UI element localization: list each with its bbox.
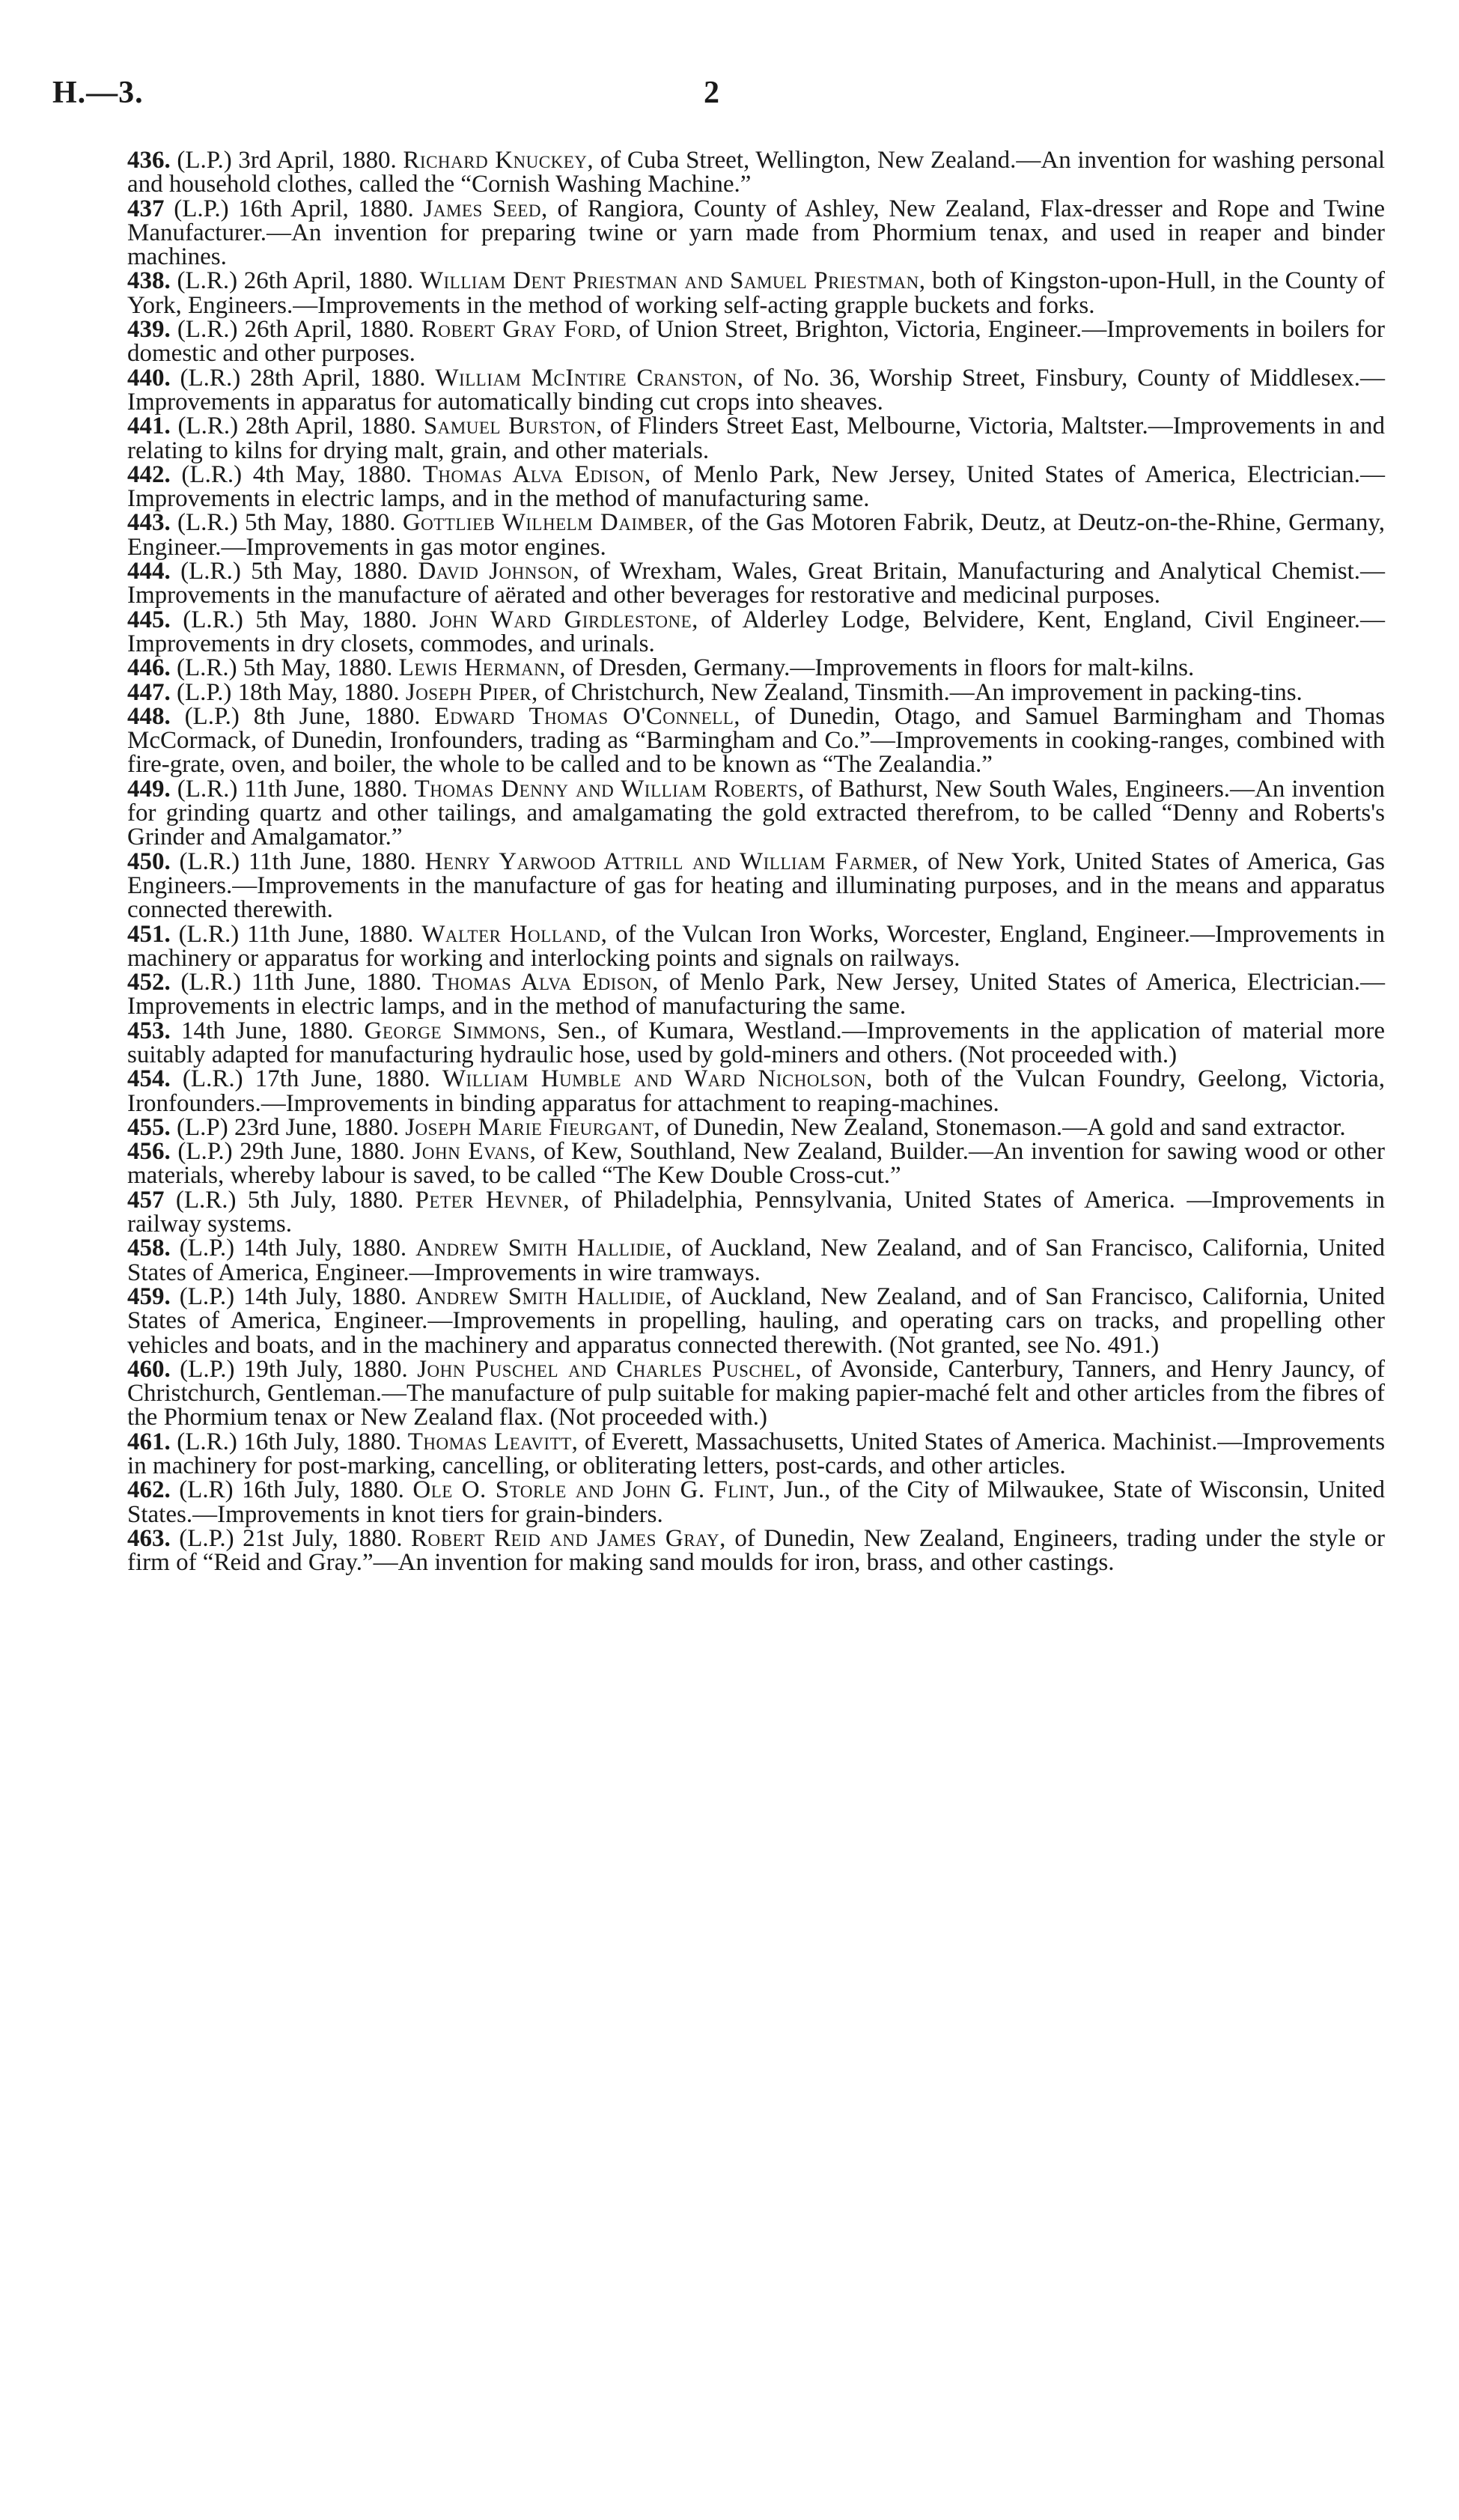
patent-entry-453 bbox=[127, 1019, 1385, 1068]
patent-entry-460 bbox=[127, 1357, 1385, 1430]
patent-entry-443 bbox=[127, 511, 1385, 559]
entry-description: of Auckland, New Zealand, and of San Francisco, California, United States of America, Engineer.—Improvements in propelling, hauling, and operating cars on tracks, and propelling other vehicles and boats, and in the machinery and apparatus connected therewith. (Not granted, see No. 491.) bbox=[127, 1282, 1386, 1359]
patent-entry-450 bbox=[127, 847, 1386, 924]
entry-date: (L.R.) 5th May, 1880. bbox=[183, 606, 418, 633]
entry-description: of Dunedin, Otago, and Samuel Barmingham and Thomas McCormack, of Dunedin, Ironfounders, trading as “Barmingham and Co.”—Improvements in cooking-ranges, combined with fire-grate, oven, and boiler, the whole to be called and to be known as “The Zealandia.” bbox=[127, 702, 1386, 779]
patent-list bbox=[127, 148, 1385, 1575]
entry-applicants: Walter Holland, bbox=[421, 920, 608, 948]
entry-applicants: Samuel Burston, bbox=[423, 413, 603, 440]
entry-date: (L.P.) 3rd April, 1880. bbox=[177, 147, 397, 174]
entry-date: (L.R) 16th July, 1880. bbox=[179, 1476, 404, 1504]
entry-description: of Menlo Park, New Jersey, United States of America, Electrician.—Improvements in electric lamps, and in the method of manufacturing the same. bbox=[127, 969, 1386, 1020]
entry-applicants: John Ward Girdlestone, bbox=[429, 606, 698, 633]
patent-entry-447 bbox=[127, 678, 1385, 706]
entry-description: of Rangiora, County of Ashley, New Zealand, Flax-dresser and Rope and Twine Manufacturer.—An invention for preparing twine or yarn made from Phormium tenax, and used in reaper and binder machines. bbox=[127, 195, 1386, 271]
entry-applicants: Peter Hevner, bbox=[415, 1186, 570, 1214]
entry-applicants: Henry Yarwood Attrill and William Farmer, bbox=[424, 847, 919, 875]
entry-date: (L.P.) 21st July, 1880. bbox=[179, 1524, 403, 1552]
entry-number: 450. bbox=[127, 847, 171, 875]
entry-date: (L.R.) 28th April, 1880. bbox=[177, 413, 417, 440]
entry-date: (L.R.) 11th June, 1880. bbox=[179, 847, 416, 875]
entry-applicants: Thomas Denny and William Roberts, bbox=[414, 775, 805, 803]
patent-entry-449 bbox=[127, 777, 1385, 850]
entry-number: 441. bbox=[127, 413, 171, 440]
entry-number: 439. bbox=[127, 316, 171, 344]
entry-date: (L.R.) 5th July, 1880. bbox=[175, 1186, 404, 1214]
entry-description: of Philadelphia, Pennsylvania, United States of America. —Improvements in railway systems. bbox=[127, 1186, 1386, 1238]
entry-number: 454. bbox=[127, 1065, 171, 1093]
entry-description: of Auckland, New Zealand, and of San Francisco, California, United States of America, Engineer.—Improvements in wire tramways. bbox=[127, 1235, 1386, 1286]
entry-applicants: Richard Knuckey, bbox=[403, 147, 594, 174]
entry-number: 460. bbox=[127, 1355, 171, 1383]
patent-entry-448 bbox=[127, 704, 1385, 777]
entry-applicants: Andrew Smith Hallidie, bbox=[415, 1282, 673, 1310]
entry-date: (L.P.) 16th April, 1880. bbox=[174, 195, 414, 222]
entry-applicants: George Simmons, bbox=[364, 1017, 546, 1044]
entry-description: of the Vulcan Iron Works, Worcester, England, Engineer.—Improvements in machinery or apparatus for working and interlocking points and signals on railways. bbox=[127, 920, 1385, 972]
entry-description: of Bathurst, New South Wales, Engineers.—An invention for grinding quartz and other tailings, and amalgamating the gold extracted therefrom, to be called “Denny and Roberts's Grinder and Amalgamator.” bbox=[127, 775, 1385, 851]
entry-number: 461. bbox=[127, 1428, 171, 1455]
patent-entry-452 bbox=[127, 970, 1385, 1019]
entry-number: 438. bbox=[127, 267, 171, 295]
patent-entry-444 bbox=[127, 559, 1385, 608]
patent-entry-439 bbox=[127, 317, 1385, 366]
entry-applicants: Andrew Smith Hallidie, bbox=[415, 1235, 673, 1262]
entry-date: (L.P.) 29th June, 1880. bbox=[177, 1138, 406, 1166]
entry-description: of No. 36, Worship Street, Finsbury, County of Middlesex.—Improvements in apparatus for automatically binding cut crops into sheaves. bbox=[127, 364, 1385, 416]
entry-number: 446. bbox=[127, 654, 171, 682]
entry-applicants: Thomas Alva Edison, bbox=[432, 969, 659, 996]
patent-entry-456 bbox=[127, 1139, 1385, 1188]
entry-date: (L.R.) 26th April, 1880. bbox=[177, 316, 415, 344]
entry-date: (L.R.) 11th June, 1880. bbox=[178, 920, 414, 948]
entry-description: of New York, United States of America, Gas Engineers.—Improvements in the manufacture of gas for heating and illuminating purposes, and in the means and apparatus connected therewith. bbox=[127, 847, 1386, 924]
patent-entry-437 bbox=[127, 197, 1385, 270]
entry-date: (L.R.) 4th May, 1880. bbox=[181, 460, 412, 488]
patent-entry-463 bbox=[127, 1524, 1386, 1577]
entry-number: 452. bbox=[127, 969, 171, 996]
entry-number: 445. bbox=[127, 606, 171, 633]
patent-entry-436 bbox=[127, 148, 1385, 197]
entry-number: 457 bbox=[127, 1186, 165, 1214]
entry-description: of Flinders Street East, Melbourne, Victoria, Maltster.—Improvements in and relating to kilns for drying malt, grain, and other materials. bbox=[127, 413, 1386, 464]
entry-description: of Cuba Street, Wellington, New Zealand.—An invention for washing personal and household clothes, called the “Cornish Washing Machine.” bbox=[127, 147, 1386, 198]
entry-description: Sen., of Kumara, Westland.—Improvements in the application of material more suitably adapted for manufacturing hydraulic hose, used by gold-miners and others. (Not proceeded with.) bbox=[127, 1017, 1386, 1068]
entry-number: 444. bbox=[127, 558, 171, 585]
entry-date: (L.P.) 14th July, 1880. bbox=[179, 1235, 407, 1262]
entry-number: 455. bbox=[127, 1113, 171, 1141]
page-number: 2 bbox=[704, 76, 719, 110]
entry-number: 448. bbox=[127, 702, 171, 730]
entry-number: 442. bbox=[127, 460, 171, 488]
entry-number: 443. bbox=[127, 509, 171, 537]
entry-date: (L.R.) 11th June, 1880. bbox=[180, 969, 422, 996]
entry-description: both of the Vulcan Foundry, Geelong, Victoria, Ironfounders.—Improvements in binding apparatus for attachment to reaping-machines. bbox=[127, 1065, 1385, 1117]
entry-description: Jun., of the City of Milwaukee, State of Wisconsin, United States.—Improvements in knot tiers for grain-binders. bbox=[127, 1476, 1386, 1528]
entry-date: (L.R.) 17th June, 1880. bbox=[182, 1065, 430, 1093]
entry-description: of Dunedin, New Zealand, Engineers, trading under the style or firm of “Reid and Gray.”—An invention for making sand moulds for iron, brass, and other castings. bbox=[127, 1524, 1386, 1577]
patent-entry-441 bbox=[127, 414, 1385, 463]
patent-entry-462 bbox=[127, 1478, 1385, 1527]
entry-description: of the Gas Motoren Fabrik, Deutz, at Deutz-on-the-Rhine, Germany, Engineer.—Improvements in gas motor engines. bbox=[127, 509, 1386, 561]
entry-number: 462. bbox=[127, 1476, 171, 1504]
entry-number: 449. bbox=[127, 775, 171, 803]
entry-description: of Christchurch, New Zealand, Tinsmith.—An improvement in packing-tins. bbox=[544, 678, 1303, 706]
entry-applicants: William Humble and Ward Nicholson, bbox=[442, 1065, 873, 1093]
entry-date: (L.R.) 26th April, 1880. bbox=[177, 267, 414, 295]
entry-applicants: Robert Reid and James Gray, bbox=[410, 1524, 726, 1552]
entry-description: of Dresden, Germany.—Improvements in floors for malt-kilns. bbox=[572, 654, 1195, 682]
entry-date: (L.P.) 18th May, 1880. bbox=[177, 678, 400, 706]
entry-number: 451. bbox=[127, 920, 171, 948]
patent-entry-458 bbox=[127, 1236, 1385, 1285]
entry-applicants: John Evans, bbox=[412, 1138, 537, 1166]
patent-entry-445 bbox=[127, 608, 1385, 657]
patent-entry-461 bbox=[127, 1430, 1385, 1479]
entry-number: 437 bbox=[127, 195, 165, 222]
entry-description: both of Kingston-upon-Hull, in the County of York, Engineers.—Improvements in the method of working self-acting grapple buckets and forks. bbox=[127, 267, 1386, 319]
entry-date: (L.P) 23rd June, 1880. bbox=[177, 1113, 399, 1141]
entry-applicants: William McIntire Cranston, bbox=[435, 364, 744, 392]
entry-number: 440. bbox=[127, 364, 171, 392]
entry-description: of Alderley Lodge, Belvidere, Kent, England, Civil Engineer.—Improvements in dry closets, commodes, and urinals. bbox=[127, 606, 1386, 657]
patent-entry-457 bbox=[127, 1188, 1385, 1237]
entry-description: of Wrexham, Wales, Great Britain, Manufacturing and Analytical Chemist.—Improvements in the manufacture of aërated and other beverages for restorative and medicinal purposes. bbox=[127, 558, 1385, 609]
entry-applicants: Edward Thomas O'Connell, bbox=[434, 702, 741, 730]
patent-entry-451 bbox=[127, 922, 1385, 971]
entry-applicants: William Dent Priestman and Samuel Priestman, bbox=[419, 267, 926, 295]
document-reference: H.—3. bbox=[52, 76, 144, 110]
patent-entry-455 bbox=[127, 1113, 1385, 1141]
entry-applicants: Thomas Leavitt, bbox=[407, 1428, 579, 1455]
entry-date: (L.P.) 19th July, 1880. bbox=[180, 1355, 408, 1383]
entry-number: 458. bbox=[127, 1235, 171, 1262]
entry-applicants: John Puschel and Charles Puschel, bbox=[417, 1355, 802, 1383]
entry-number: 436. bbox=[127, 147, 171, 174]
entry-applicants: David Johnson, bbox=[418, 558, 580, 585]
entry-applicants: James Seed, bbox=[423, 195, 548, 222]
entry-description: of Union Street, Brighton, Victoria, Engineer.—Improvements in boilers for domestic and other purposes. bbox=[127, 316, 1386, 368]
patent-entry-446 bbox=[127, 656, 1385, 680]
patent-entry-438 bbox=[127, 269, 1385, 317]
entry-date: (L.R.) 28th April, 1880. bbox=[180, 364, 426, 392]
entry-date: 14th June, 1880. bbox=[181, 1017, 354, 1044]
entry-date: (L.R.) 5th May, 1880. bbox=[180, 558, 409, 585]
entry-number: 456. bbox=[127, 1138, 171, 1166]
entry-date: (L.R.) 16th July, 1880. bbox=[177, 1428, 402, 1455]
entry-description: of Everett, Massachusetts, United States of America. Machinist.—Improvements in machinery for post-marking, cancelling, or obliterating letters, post-cards, and other articles. bbox=[127, 1428, 1386, 1480]
entry-date: (L.R.) 5th May, 1880. bbox=[177, 509, 396, 537]
entry-date: (L.R.) 5th May, 1880. bbox=[177, 654, 393, 682]
entry-applicants: Joseph Piper, bbox=[405, 678, 538, 706]
entry-number: 453. bbox=[127, 1017, 171, 1044]
page-header bbox=[52, 75, 1407, 120]
entry-date: (L.P.) 8th June, 1880. bbox=[184, 702, 421, 730]
patent-entry-454 bbox=[127, 1067, 1385, 1116]
entry-description: of Kew, Southland, New Zealand, Builder.—An invention for sawing wood or other materials, whereby labour is saved, to be called “The Kew Double Cross-cut.” bbox=[127, 1138, 1386, 1190]
entry-applicants: Lewis Hermann, bbox=[398, 654, 567, 682]
entry-applicants: Ole O. Storle and John G. Flint, bbox=[412, 1476, 776, 1504]
entry-applicants: Joseph Marie Fieurgant, bbox=[405, 1113, 661, 1141]
entry-applicants: Gottlieb Wilhelm Daimber, bbox=[402, 509, 695, 537]
entry-description: of Dunedin, New Zealand, Stonemason.—A gold and sand extractor. bbox=[666, 1113, 1346, 1141]
entry-applicants: Robert Gray Ford, bbox=[421, 316, 622, 344]
entry-description: of Menlo Park, New Jersey, United States of America, Electrician.—Improvements in electric lamps, and in the method of manufacturing same. bbox=[127, 460, 1386, 513]
entry-date: (L.P.) 14th July, 1880. bbox=[179, 1282, 407, 1310]
entry-number: 463. bbox=[127, 1524, 171, 1552]
entry-number: 459. bbox=[127, 1282, 171, 1310]
entry-number: 447. bbox=[127, 678, 171, 706]
entry-applicants: Thomas Alva Edison, bbox=[422, 460, 651, 488]
patent-entry-440 bbox=[127, 366, 1385, 415]
patent-entry-459 bbox=[127, 1282, 1386, 1359]
entry-date: (L.R.) 11th June, 1880. bbox=[177, 775, 408, 803]
patent-entry-442 bbox=[127, 460, 1386, 513]
entry-description: of Avonside, Canterbury, Tanners, and Henry Jauncy, of Christchurch, Gentleman.—The manufacture of pulp suitable for making papier-maché felt and other articles from the fibres of the Phormium tenax or New Zealand flax. (Not proceeded with.) bbox=[127, 1355, 1386, 1431]
